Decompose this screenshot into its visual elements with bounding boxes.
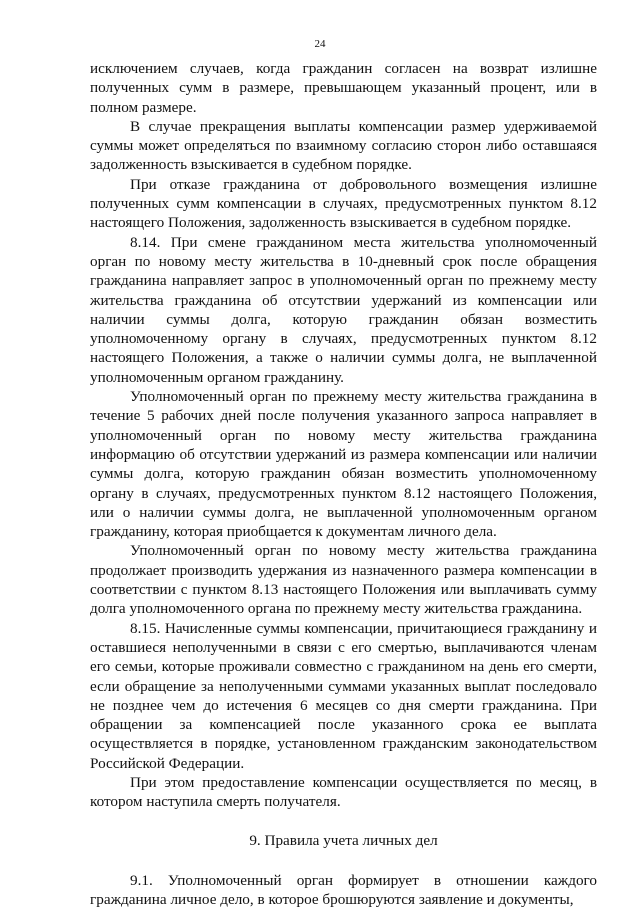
section-8-text bbox=[90, 59, 597, 812]
paragraph: 8.14. При смене гражданином места жительства уполномоченный орган по новому месту жительства в 10-дневный срок после обращения гражданина направляет запрос в уполномоченный орган по прежнему месту жительства гражданина об отсутствии удержаний из компенсации или наличии суммы долга, которую гражданин обязан возместить уполномоченному органу в случаях, предусмотренных пунктом 8.12 настоящего Положения, а также о наличии суммы долга, не выплаченной уполномоченным органом гражданину. bbox=[90, 233, 597, 386]
paragraph: Уполномоченный орган по прежнему месту жительства гражданина в течение 5 рабочих дней после получения указанного запроса направляет в уполномоченный орган по новому месту жительства гражданина информацию об отсутствии удержаний из размера компенсации или наличии суммы долга, которую гражданин обязан возместить уполномоченному органу в случаях, предусмотренных пунктом 8.12 настоящего Положения, или о наличии суммы долга, не выплаченной уполномоченным органом гражданину, которая приобщается к документам личного дела. bbox=[90, 388, 597, 541]
paragraph: При отказе гражданина от добровольного возмещения излишне полученных сумм компенсации в случаях, предусмотренных пунктом 8.12 настоящего Положения, задолженность взыскивается в судебном порядке. bbox=[90, 175, 597, 232]
paragraph: При этом предоставление компенсации осуществляется по месяц, в котором наступила смерть получателя. bbox=[90, 773, 597, 811]
page-number: 24 bbox=[314, 38, 326, 50]
section-9-text bbox=[90, 871, 597, 909]
paragraph: В случае прекращения выплаты компенсации размер удерживаемой суммы может определяться по взаимному согласию сторон либо оставшаяся задолженность взыскивается в судебном порядке. bbox=[90, 117, 597, 174]
document-body bbox=[90, 59, 597, 909]
paragraph: 8.15. Начисленные суммы компенсации, причитающиеся гражданину и оставшиеся неполученными в связи с его смертью, выплачиваются членам его семьи, которые проживали совместно с гражданином на день его смерти, если обращение за неполученными суммами указанных выплат последовало не позднее чем до истечения 6 месяцев со дня смерти гражданина. При обращении за компенсацией после указанного срока ее выплата осуществляется в порядке, установленном гражданским законодательством Российской Федерации. bbox=[90, 619, 597, 772]
paragraph: Уполномоченный орган по новому месту жительства гражданина продолжает производить удержания из назначенного размера компенсации в соответствии с пунктом 8.13 настоящего Положения или выплачивать сумму долга уполномоченного органа по прежнему месту жительства гражданина. bbox=[90, 542, 597, 618]
section-heading: 9. Правила учета личных дел bbox=[249, 831, 438, 849]
paragraph: исключением случаев, когда гражданин согласен на возврат излишне полученных сумм в размере, превышающем указанный процент, или в полном размере. bbox=[90, 60, 597, 116]
paragraph: 9.1. Уполномоченный орган формирует в отношении каждого гражданина личное дело, в которое брошюруются заявление и документы, bbox=[90, 871, 597, 909]
